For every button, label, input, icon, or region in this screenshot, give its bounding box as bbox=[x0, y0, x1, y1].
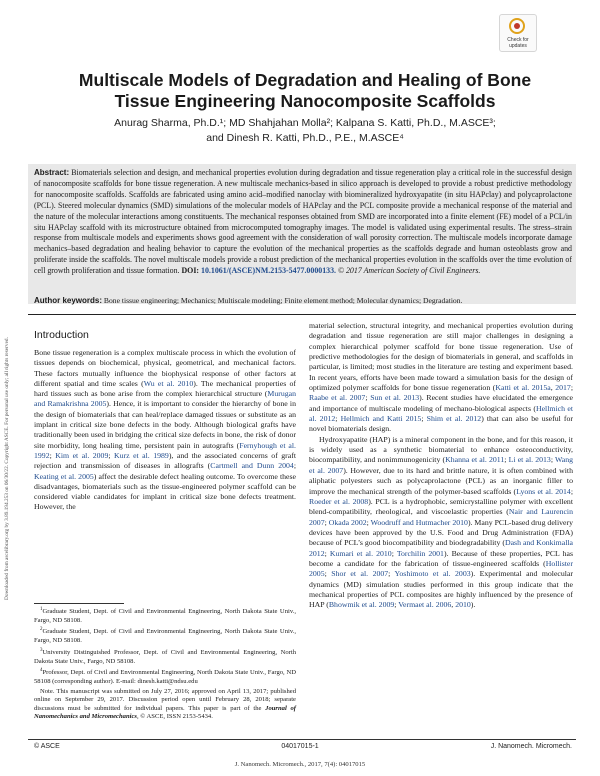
text-run: ; bbox=[504, 455, 509, 465]
text-run: ) affect the desirable defect healing outcome. To overcome these disadvantages, biomaterials such as the tissue-engineered polymer scaffold can be considered viable candidates for implant in critical size bone defects treatment. However, the bbox=[34, 471, 296, 512]
citation-link[interactable]: Nair and Laurencin 2007 bbox=[309, 507, 573, 527]
footnote-number: 3 bbox=[40, 647, 43, 653]
footnotes bbox=[34, 606, 296, 723]
citation-link[interactable]: Woodruff and Hutmacher 2010 bbox=[370, 517, 468, 527]
text-run: ). Many PCL-based drug delivery devices have been approved by the U.S. Food and Drug Administration (FDA) because of PCL’s good biocompatibility and biodegradability ( bbox=[309, 517, 573, 548]
citation-link[interactable]: Keating et al. 2005 bbox=[34, 471, 94, 481]
footnote-1 bbox=[34, 606, 296, 625]
text-run: ; bbox=[421, 414, 427, 424]
right-column bbox=[309, 321, 573, 611]
citation-link[interactable]: 2010 bbox=[455, 600, 471, 610]
footnote-number: 2 bbox=[40, 627, 43, 633]
paper-title bbox=[40, 70, 570, 112]
submission-note bbox=[34, 688, 296, 722]
text-run: ; bbox=[570, 383, 573, 393]
citation-link[interactable]: Wu et al. 2010 bbox=[143, 378, 194, 388]
text-run: Bone tissue regeneration is a complex multiscale process in which the evolution of tissues depends on biochemical, physical, geometrical, and mechanical factors. These factors mutually influence the biophysical response of other factors at different spatial and time scales ( bbox=[34, 348, 296, 388]
keywords-label: Author keywords: bbox=[34, 296, 103, 305]
text-run: ; bbox=[324, 569, 332, 579]
text-run: ) that can also be useful for novel biomaterials design. bbox=[309, 414, 573, 434]
journal-name: Journal of Nanomechanics and Micromechanics bbox=[34, 704, 296, 721]
footer-divider bbox=[28, 739, 576, 740]
citation-link[interactable]: Kurz et al. 1989 bbox=[114, 450, 169, 460]
citation-link[interactable]: Dash and Konkimalla 2012 bbox=[309, 538, 573, 558]
footnote-text: Graduate Student, Dept. of Civil and Environmental Engineering, North Dakota State Univ., Fargo, ND 58108. bbox=[34, 608, 296, 624]
text-run: ; bbox=[108, 450, 114, 460]
text-run: ). Recent studies have elucidated the emergence and importance of multiscale modeling of mechano-biological aspects ( bbox=[309, 393, 574, 413]
abstract bbox=[34, 168, 572, 277]
text-run: ; bbox=[324, 517, 329, 527]
citation-link[interactable]: 2017 bbox=[555, 383, 571, 393]
note-text: , © ASCE, ISSN 2153-5434. bbox=[136, 713, 213, 721]
text-run: material selection, structural integrity, and mechanical properties evolution during degradation and tissue regeneration are still major challenges in designing a complex hierarchical polymer scaffold for bone tissue regeneration. Use of predictive methodologies for the design of biomaterials in general, and scaffolds in particular, is limited; most studies in the literature are testing and experiment based. In recent years, efforts have been made toward a simulation basis for the design of optimized polymer scaffolds for bone tissue regeneration ( bbox=[309, 321, 573, 393]
doi-label: DOI: bbox=[181, 266, 200, 276]
text-run: , bbox=[550, 383, 556, 393]
text-run: ). Hence, it is important to consider the hierarchy of bone in the design of biomaterials that can heal/replace damaged tissues or substitute as an implant in critical size bone defects in the body. Although biological grafts have traditionally been used in bridging the critical size defects in bone, the risk of donor site morbidity, long healing time, persistent pain in autografts ( bbox=[34, 399, 296, 450]
footer-journal: J. Nanomech. Micromech. bbox=[490, 743, 572, 750]
body-paragraph bbox=[309, 435, 573, 611]
left-column bbox=[34, 328, 296, 513]
keywords-text: Bone tissue engineering; Mechanics; Multiscale modeling; Finite element method; Molecular dynamics; Degradation. bbox=[103, 296, 463, 305]
authors-line1: Anurag Sharma, Ph.D.¹; MD Shahjahan Molla²; Kalpana S. Katti, Ph.D., M.ASCE³; bbox=[114, 117, 496, 129]
footnote-3 bbox=[34, 647, 296, 666]
intro-paragraph bbox=[34, 348, 296, 513]
abstract-text: Biomaterials selection and design, and mechanical properties evolution during degradation and tissue regeneration play a critical role in the successful design of nanocomposite scaffolds for bone tissue regeneration. A new multiscale mechanics-based in silico approach is developed to provide a robust predictive methodology for nanocomposite scaffolds. Scaffolds are fabricated using amino acid–modified nanoclay with biomineralized hydroxyapatite (in situ HAPclay) and polycaprolactone (PCL). Steered molecular dynamics (SMD) simulations of the molecular models of HAPclay and the PCL composite provide a mechanical response of the material and the nature of the molecular interactions among constituents. The mechanical responses obtained from SMD are incorporated into a finite element (FE) model of a PCL/in situ HAPclay scaffold with its microstructure obtained from microcomputed tomography images. The model is validated using experimental results. The stress–strain response from multiscale models and experiments shows good agreement with the consideration of wall porosity correction. The multiscale models incorporate damage mechanics–based degradation and healing behavior to capture the evolution of the mechanical properties as the scaffolds degrade and human osteoblasts grow and proliferate inside the scaffolds. The novel multiscale models provide a robust prediction of the mechanical properties evolution in the scaffolds over the time evolution of cell growth proliferation and tissue formation. bbox=[34, 168, 572, 276]
citation-link[interactable]: Torchilin 2001 bbox=[396, 548, 444, 558]
footer-copyright: © ASCE bbox=[34, 743, 60, 750]
citation-link[interactable]: Hellmich and Katti 2015 bbox=[340, 414, 422, 424]
body-paragraph bbox=[309, 321, 573, 435]
footnote-number: 4 bbox=[40, 668, 43, 674]
citation-link[interactable]: Shim et al. 2012 bbox=[426, 414, 482, 424]
title-line2: Tissue Engineering Nanocomposite Scaffolds bbox=[114, 91, 496, 111]
citation-link[interactable]: Murugan and Ramakrishna 2005 bbox=[34, 389, 296, 409]
citation-link[interactable]: Cartmell and Dunn 2004 bbox=[210, 461, 294, 471]
text-run: ). Experimental and molecular dynamics (MD) simulation studies performed in this group indicate that the mechanical properties of PCL composites are highly influenced by the presence of HAP ( bbox=[309, 569, 574, 610]
footnote-2 bbox=[34, 626, 296, 645]
badge-line1: Check for bbox=[507, 37, 529, 43]
note-text: Note. This manuscript was submitted on July 27, 2016; approved on April 13, 2017; published online on September 29, 2017. Discussion period open until February 28, 2018; separate discussions must be submitted for individual papers. This paper is part of the bbox=[34, 687, 296, 712]
footnote-4 bbox=[34, 667, 296, 686]
footnote-number: 1 bbox=[40, 607, 43, 612]
citation-link[interactable]: Shor et al. 2007 bbox=[331, 569, 389, 579]
doi-link[interactable]: 10.1061/(ASCE)NM.2153-5477.0000133. bbox=[201, 266, 337, 276]
citation-link[interactable]: Roeder et al. 2008 bbox=[309, 496, 369, 506]
citation-link[interactable]: Raabe et al. 2007 bbox=[309, 393, 366, 403]
citation-link[interactable]: Okada 2002 bbox=[328, 517, 367, 527]
text-run: ; bbox=[366, 517, 371, 527]
text-run: ). PCL is a hydrophobic, semicrystalline polymer with excellent blend-compatibility, rheological, and viscoelastic properties ( bbox=[309, 496, 573, 517]
abstract-copyright: © 2017 American Society of Civil Engineers. bbox=[338, 266, 481, 276]
citation-link[interactable]: Vermaet al. 2006 bbox=[398, 600, 452, 610]
abstract-label: Abstract: bbox=[34, 168, 70, 177]
badge-line2: updates bbox=[509, 43, 527, 49]
footnote-divider bbox=[34, 603, 124, 604]
text-run: ), and the associated concerns of graft rejection and transmission of diseases in allografts ( bbox=[34, 450, 296, 471]
text-run: ). However, due to its hard and brittle nature, it is often combined with aliphatic polyesters such as polycaprolactone (PCL) as an inorganic filler to improve the mechanical strength of the polymer-based scaffolds ( bbox=[309, 465, 573, 496]
author-list bbox=[40, 116, 570, 146]
authors-line2: and Dinesh R. Katti, Ph.D., P.E., M.ASCE⁴ bbox=[206, 132, 404, 144]
text-run: Hydroxyapatite (HAP) is a mineral component in the bone, and for this reason, it is widely used as a synthetic biomaterial to enhance osteoconductivity, biocompatibility, and nonimmunogenicity ( bbox=[309, 434, 573, 465]
text-run: ; bbox=[391, 548, 397, 558]
updates-icon bbox=[509, 18, 525, 34]
section-heading-introduction: Introduction bbox=[34, 329, 89, 341]
citation-link[interactable]: Hellmich et al. 2012 bbox=[309, 403, 573, 424]
citation-link[interactable]: Yoshimoto et al. 2003 bbox=[394, 569, 471, 579]
citation-link[interactable]: Bhowmik et al. 2009 bbox=[328, 600, 395, 610]
citation-link[interactable]: Khanna et al. 2011 bbox=[445, 455, 505, 465]
citation-link[interactable]: Lyons et al. 2014 bbox=[516, 486, 571, 496]
footnote-text: Graduate Student, Dept. of Civil and Environmental Engineering, North Dakota State Univ., Fargo, ND 58108. bbox=[34, 628, 296, 645]
header-divider bbox=[28, 314, 576, 315]
text-run: ; bbox=[324, 548, 330, 558]
text-run: ; bbox=[365, 393, 371, 403]
text-run: ; bbox=[550, 455, 555, 465]
footer-article-number: 04017015-1 bbox=[281, 743, 319, 750]
text-run: ; bbox=[388, 569, 395, 579]
citation-link[interactable]: Kim et al. 2009 bbox=[55, 450, 109, 460]
author-keywords bbox=[34, 296, 574, 306]
citation-line: J. Nanomech. Micromech., 2017, 7(4): 04017015 bbox=[234, 761, 366, 768]
text-run: ; bbox=[49, 450, 56, 460]
text-run: ). The mechanical properties of hard tissues such as bone arise from the complex hierarchical structure ( bbox=[34, 378, 296, 399]
text-run: ; bbox=[570, 486, 573, 496]
title-line1: Multiscale Models of Degradation and Healing of Bone bbox=[78, 70, 532, 90]
download-notice: Downloaded from ascelibrary.org by 3.89.194.253 on 06/30/22. Copyright ASCE. For personal use only; all rights reserved. bbox=[4, 337, 10, 600]
footnote-text: University Distinguished Professor, Dept. of Civil and Environmental Engineering, North Dakota State Univ., Fargo, ND 58108. bbox=[34, 648, 296, 665]
text-run: ). Because of these properties, PCL has become a candidate for the fabrication of tissue-engineered scaffolds ( bbox=[309, 548, 574, 568]
check-for-updates-badge[interactable] bbox=[499, 14, 537, 52]
citation-link[interactable]: Hollister 2005 bbox=[309, 558, 573, 579]
text-run: ; bbox=[394, 600, 399, 610]
citation-link[interactable]: Kumari et al. 2010 bbox=[329, 548, 392, 558]
footnote-text: Professor, Dept. of Civil and Environmental Engineering, North Dakota State Univ., Fargo, ND 58108 (corresponding author). E-mail: dinesh.katti@ndsu.edu bbox=[34, 669, 296, 685]
text-run: ). bbox=[470, 600, 476, 610]
citation-link[interactable]: Fernyhough et al. 1992 bbox=[34, 440, 296, 460]
text-run: ; bbox=[335, 414, 341, 424]
citation-link[interactable]: Wang et al. 2007 bbox=[309, 455, 573, 475]
text-run: , bbox=[451, 600, 456, 610]
text-run: ; bbox=[293, 461, 296, 471]
citation-link[interactable]: Li et al. 2013 bbox=[508, 455, 551, 465]
citation-link[interactable]: Katti et al. 2015a bbox=[495, 383, 551, 393]
citation-link[interactable]: Sun et al. 2013 bbox=[370, 393, 420, 403]
